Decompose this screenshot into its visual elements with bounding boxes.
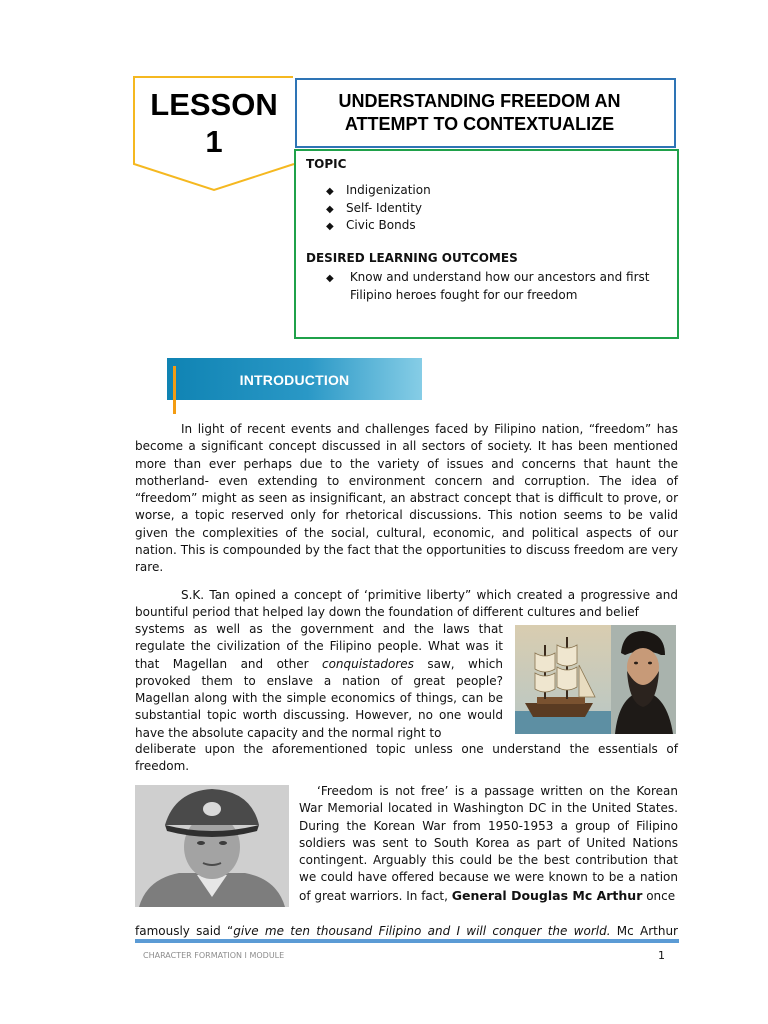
outcome-item-continued: Filipino heroes fought for our freedom — [350, 288, 578, 302]
paragraph-2-intro: S.K. Tan opined a concept of ‘primitive liberty” which created a progressive and bountiful period that helped lay down the foundation of different cultures and belief — [135, 588, 678, 620]
lesson-title-line-1: UNDERSTANDING FREEDOM AN — [338, 91, 621, 111]
lesson-word: LESSON — [150, 87, 278, 122]
paragraph-1: In light of recent events and challenges faced by Filipino nation, “freedom” has become a significant concept discussed in all sectors of society. It has been mentioned more than ever perhaps due to the variety of issues and concerns that haunt the motherland- even extending to environment concern and corruption. The idea of “freedom” might as seen as insignificant, an abstract concept that is difficult to prove, or worse, a topic reserved only for rhetorical discussions. This notion seems to be valid given the complexities of the social, cultural, economic, and political aspects of our nation. This is compounded by the fact that the opportunities to discuss freedom are very rare. — [135, 422, 678, 575]
footer-module-title: CHARACTER FORMATION I MODULE — [143, 951, 285, 960]
paragraph-2-wrapped: systems as well as the government and the laws that regulate the civilization of the Filipino people. What was it that Magellan and other conquistadores saw, which provoked them to enslave a nation of great people? Magellan along with the simple economics of things, can be substantial topic worth discussing. However, no one would have the absolute capacity and the normal right to — [135, 622, 503, 740]
page-number: 1 — [658, 949, 665, 962]
lesson-badge — [133, 76, 295, 192]
lesson-title-box — [295, 78, 676, 148]
lesson-title-line-2: ATTEMPT TO CONTEXTUALIZE — [344, 114, 615, 134]
topic-item: ◆ Self- Identity — [326, 201, 423, 215]
paragraph-2-end: deliberate upon the aforementioned topic unless one understand the essentials of freedom. — [135, 742, 678, 774]
introduction-accent-bar — [173, 366, 176, 414]
topic-item: ◆ Civic Bonds — [326, 218, 416, 232]
paragraph-3-last-line: famously said “give me ten thousand Filipino and I will conquer the world. Mc Arthur — [135, 924, 678, 938]
diamond-bullet-icon: ◆ — [326, 221, 334, 232]
topic-item: ◆ Indigenization — [326, 183, 431, 197]
paragraph-3: ‘Freedom is not free’ is a passage written on the Korean War Memorial located in Washington DC in the United States. During the Korean War from 1950-1953 a group of Filipino soldiers was sent to South Korea as part of United Nations contingent. Arguably this could be the best contribution that we could have offered because we were known to be a nation of great warriors. In fact, General Douglas Mc Arthur once — [299, 784, 678, 903]
introduction-label: INTRODUCTION — [239, 372, 350, 388]
topic-heading: TOPIC — [306, 157, 347, 171]
lesson-number: 1 — [205, 124, 223, 159]
outcomes-heading: DESIRED LEARNING OUTCOMES — [306, 251, 518, 265]
diamond-bullet-icon: ◆ — [326, 186, 334, 197]
lesson-title — [307, 90, 652, 136]
diamond-bullet-icon: ◆ — [326, 204, 334, 215]
diamond-bullet-icon: ◆ — [326, 273, 334, 284]
magellan-ship-portrait-image — [515, 625, 676, 734]
douglas-macarthur-portrait-image — [135, 785, 289, 907]
footer-divider — [135, 939, 679, 943]
outcome-item: ◆ Know and understand how our ancestors and first — [326, 270, 650, 284]
topic-box — [294, 149, 679, 339]
introduction-banner — [167, 358, 422, 400]
